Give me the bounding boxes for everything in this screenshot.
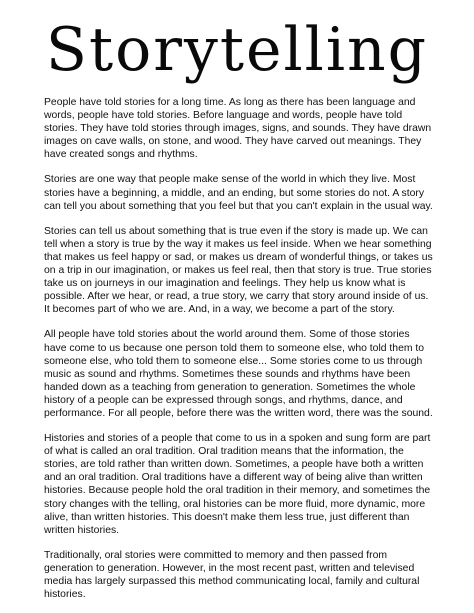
paragraph-4: All people have told stories about the world around them. Some of those stories have come to us because one person told them to someone else, who told them to someone else, who told them to someone else... Some stories come to us through music as sound and rhythms. Sometimes these sounds and rhythms have been handed down as a teaching from generation to generation. Sometimes the whole history of a people can be expressed through songs, and rhythms, dance, and performance. For all people, before there was the written word, there was the sound. [44,329,433,419]
document-body [44,96,434,613]
paragraph-6: Traditionally, oral stories were committed to memory and then passed from generation to generation. However, in the most recent past, written and televised media has largely surpassed this method communicating local, family and cultural histories. [44,549,420,601]
paragraph-3: Stories can tell us about something that is true even if the story is made up. We can tell when a story is true by the way it makes us feel inside. When we hear something that makes us feel happy or sad, or makes us dream of wonderful things, or takes us on a trip in our imagination, or makes us feel real, then that story is true. True stories take us on journeys in our imagination and feelings. They help us know what is possible. After we hear, or read, a true story, we carry that story around inside of us. It becomes part of who we are. And, in a way, we become a part of the story. [44,225,433,316]
paragraph-2: Stories are one way that people make sense of the world in which they live. Most stories have a beginning, a middle, and an ending, but some stories do not. A story can tell you about something that you feel but that you can't explain in the usual way. [44,174,433,212]
page-title: Storytelling [45,15,429,85]
paragraph-5: Histories and stories of a people that come to us in a spoken and sung form are part of what is called an oral tradition. Oral tradition means that the information, the stories, are told rather than written down. Sometimes, a people have both a written and an oral tradition. Oral traditions have a different way of being alive than written histories. Because people hold the oral tradition in their memory, and sometimes the story changes with the telling, oral histories can be more fluid, more dynamic, more alive, than written histories. This doesn't make them less true, just different than written histories. [44,433,431,536]
paragraph-1: People have told stories for a long time. As long as there has been language and words, people have told stories. Before language and words, people have told stories. They have told stories through images, signs, and sounds. They have drawn images on cave walls, on stone, and wood. They have carved out meanings. They have created songs and rhythms. [44,97,432,161]
